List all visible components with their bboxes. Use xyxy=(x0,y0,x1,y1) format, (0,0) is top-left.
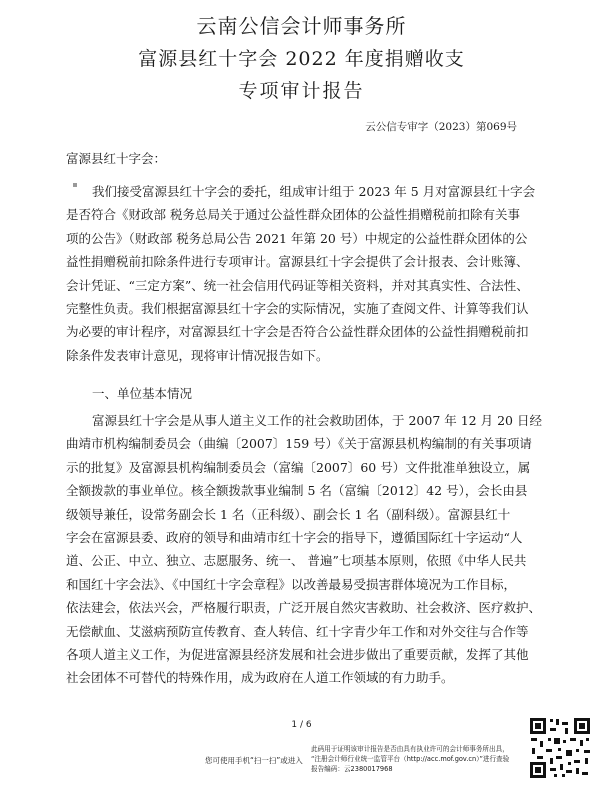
verification-text xyxy=(311,744,524,774)
intro-line: 我们接受富源县红十字会的委托，组成审计组于 2023 年 5 月对富源县红十字会 xyxy=(92,184,536,199)
intro-line: 除条件发表审计意见，现将审计情况报告如下。 xyxy=(66,347,329,363)
section1-line: 示的批复》及富源县机构编制委员会（富编〔2007〕60 号）文件批准单独设立，属 xyxy=(66,459,531,475)
intro-paragraph xyxy=(66,180,544,367)
addressee: 富源县红十字会： xyxy=(66,151,167,166)
doc-number: 云公信专审字（2023）第069号 xyxy=(365,121,517,133)
report-title-line2: 专项审计报告 xyxy=(238,80,365,102)
verification-line: 报告编码：云2380017968 xyxy=(311,765,393,773)
section1-line: 各项人道主义工作，为促进富源县经济发展和社会进步做出了重要贡献，发挥了其他 xyxy=(66,647,529,663)
section1-paragraph xyxy=(66,409,544,690)
section1-line: 道、公正、中立、独立、志愿服务、统一、 普遍”七项基本原则，依照《中华人民共 xyxy=(66,553,527,569)
intro-line: 为必要的审计程序，对富源县红十字会是否符合公益性群众团体的公益性捐赠税前扣 xyxy=(66,324,529,340)
section1-line: 无偿献血、艾滋病预防宣传教育、查人转信、红十字青少年工作和对外交往与合作等 xyxy=(66,623,529,639)
page-number: 1 / 6 xyxy=(291,720,312,730)
section-heading: 一、单位基本情况 xyxy=(92,386,193,401)
scan-hint: 您可使用手机“扫一扫”或进入 xyxy=(205,756,303,765)
section1-line: 级领导兼任，设常务副会长 1 名（正科级）、副会长 1 名（副科级）。富源县红十 xyxy=(66,506,511,522)
report-title-line1: 富源县红十字会 2022 年度捐赠收支 xyxy=(138,48,465,70)
intro-line: 是否符合《财政部 税务总局关于通过公益性群众团体的公益性捐赠税前扣除有关事 xyxy=(66,207,520,223)
section1-line: 和国红十字会法》、《中国红十字会章程》以改善最易受损害群体境况为工作目标， xyxy=(66,576,517,592)
section1-line: 曲靖市机构编制委员会（曲编〔2007〕159 号）《关于富源县机构编制的有关事项请 xyxy=(66,436,532,452)
verification-line: 此码用于证明该审计报告是否由具有执业许可的会计师事务所出具， xyxy=(311,745,509,753)
verification-line: “注册会计师行业统一监管平台（http://acc.mof.gov.cn）”进行查验 xyxy=(311,755,510,763)
qr-code-icon xyxy=(528,716,592,780)
intro-line: 完整性负责。我们根据富源县红十字会的实际情况，实施了查阅文件、计算等我们认 xyxy=(66,301,529,317)
intro-line: 项的公告》（财政部 税务总局公告 2021 年第 20 号）中规定的公益性群众团体的公 xyxy=(66,230,528,246)
intro-line: 益性捐赠税前扣除条件进行专项审计。富源县红十字会提供了会计报表、会计账簿、 xyxy=(66,254,529,270)
section1-line: 富源县红十字会是从事人道主义工作的社会救助团体，于 2007 年 12 月 20 日经 xyxy=(92,413,542,428)
section1-line: 社会团体不可替代的特殊作用，成为政府在人道工作领域的有力助手。 xyxy=(66,670,454,686)
firm-name: 云南公信会计师事务所 xyxy=(196,14,407,38)
section1-line: 全额拨款的事业单位。核全额拨款事业编制 5 名（富编〔2012〕42 号），会长由县 xyxy=(66,483,528,499)
section1-line: 字会在富源县委、政府的领导和曲靖市红十字会的指导下，遵循国际红十字运动“人 xyxy=(66,530,523,546)
intro-line: 会计凭证、“三定方案”、统一社会信用代码证等相关资料，并对其真实性、合法性、 xyxy=(66,277,529,293)
section1-line: 依法建会，依法兴会，严格履行职责，广泛开展自然灾害救助、社会救济、医疗救护、 xyxy=(66,600,542,616)
